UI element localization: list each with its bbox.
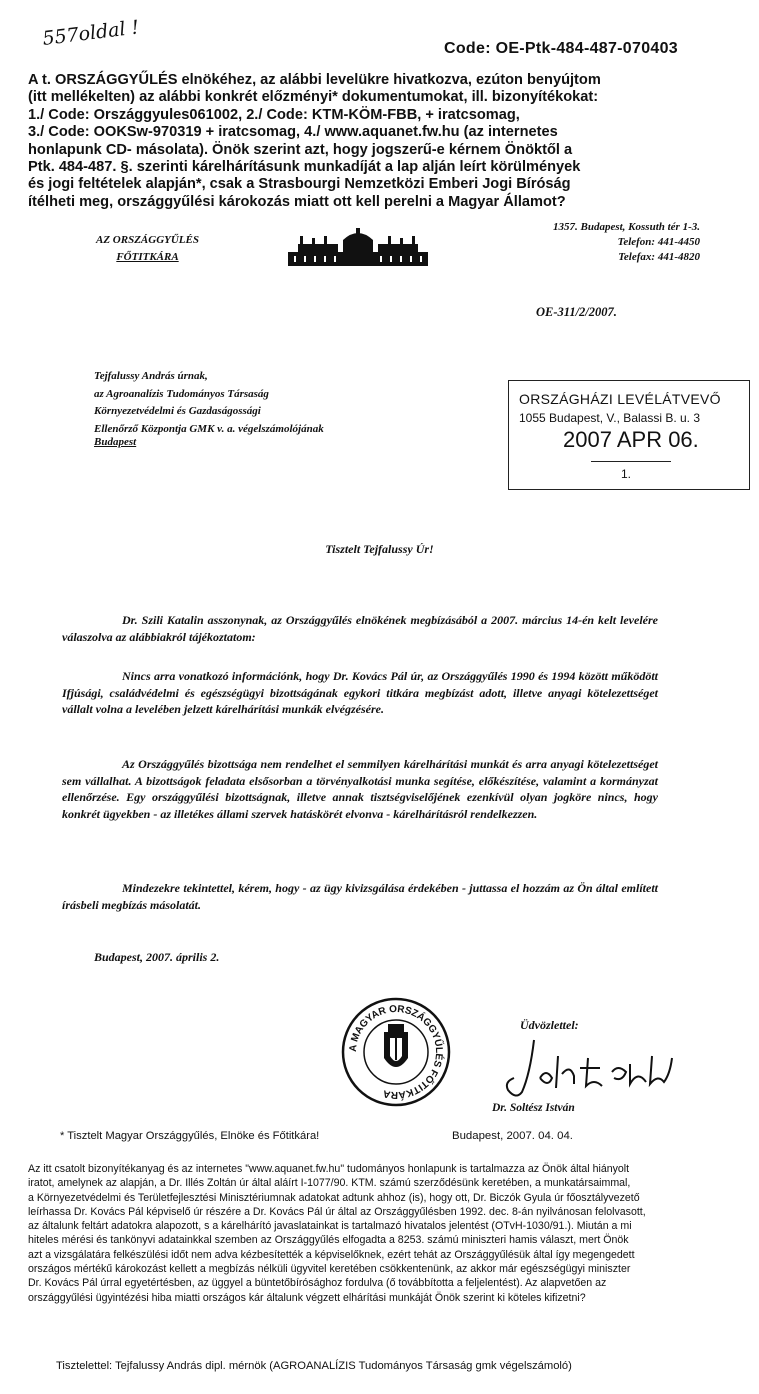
org-title: FŐTITKÁRA bbox=[116, 251, 179, 263]
org-name: AZ ORSZÁGGYŰLÉS bbox=[96, 234, 199, 246]
phone-line: Telefon: 441-4450 bbox=[617, 236, 700, 248]
intro-line: Ptk. 484-487. §. szerinti kárelhárításunk munkadíját a lap alján leírt körülmények bbox=[28, 159, 581, 176]
letter-paragraph: Nincs arra vonatkozó információnk, hogy Dr. Kovács Pál úr, az Országgyűlés 1990 és 1994 között működött Ifjúsági, családvédelmi és egészségügyi bizottságának egykori titkára megbízást adott, illetve anyagi kötelezettséget vállalt volna a levelében jelzett kárelhárítási munkák elvégzésére. bbox=[62, 669, 658, 717]
letterhead-org bbox=[96, 232, 199, 266]
salutation: Tisztelt Tejfalussy Úr! bbox=[325, 542, 434, 556]
intro-block bbox=[28, 72, 718, 211]
intro-line: ítélheti meg, országgyűlési károkozás miatt ott kell perelni a Magyar Államot? bbox=[28, 193, 566, 210]
stamp-number: 1. bbox=[621, 467, 632, 481]
parliament-building-icon bbox=[288, 228, 428, 268]
stamp-divider bbox=[591, 461, 671, 462]
recipient-line: Tejfalussy András úrnak, bbox=[94, 370, 208, 382]
stamp-title: ORSZÁGHÁZI LEVÉLÁTVEVŐ bbox=[519, 391, 721, 407]
intro-line: honlapunk CD- másolata). Önök szerint azt, hogy jogszerű-e kérnem Önöktől a bbox=[28, 141, 573, 158]
recipient-line: Környezetvédelmi és Gazdaságossági bbox=[94, 405, 261, 417]
intro-line: 1./ Code: Országgyules061002, 2./ Code: KTM-KÖM-FBB, + iratcsomag, bbox=[28, 106, 520, 123]
body-line: a Környezetvédelmi és Területfejlesztési Minisztériumnak adatokat adtunk ahhoz (is), hogy ott, Dr. Biczók Gyula úr főosztályvezető bbox=[28, 1191, 640, 1204]
header-code: Code: OE-Ptk-484-487-070403 bbox=[444, 40, 678, 57]
body-line: Dr. Kovács Pál úrral egyetértésben, az üggyel a büntetőbírósághoz fordulva (ő továbbította a feljelentést). Az alapvetően az bbox=[28, 1277, 607, 1290]
closing-line: Tisztelettel: Tejfalussy András dipl. mérnök (AGROANALÍZIS Tudományos Társaság gmk végelszámoló) bbox=[56, 1360, 572, 1372]
footnote-label: * Tisztelt Magyar Országgyűlés, Elnöke és Főtitkára! bbox=[60, 1130, 320, 1142]
letter-date: Budapest, 2007. április 2. bbox=[94, 950, 220, 964]
letter-paragraph: Az Országgyűlés bizottsága nem rendelhet el semmilyen kárelhárítási munkát és arra anyagi kötelezettséget sem vállalhat. A bizottságok feladata elsősorban a törvényalkotási munka segítése, előkészítése, valamint a kormányzat ellenőrzése. Egy országgyűlési bizottságnak, illetve annak tisztségviselőjének ezenkívül olyan jogköre nincs, hogy konkrét ügyekben - az illetékes állami szervek hatáskörét elvonva - kárelhárításról rendelkezzen. bbox=[62, 757, 658, 821]
body-line: iratot, amelynek az alapján, a Dr. Illés Zoltán úr által aláírt I-1077/90. KTM. számú szerződésünk keretében, a munkatársaimmal, bbox=[28, 1177, 631, 1190]
letter-paragraph: Mindezekre tekintettel, kérem, hogy - az ügy kivizsgálása érdekében - juttassa el hozzám az Ön által említett írásbeli megbízás másolatát. bbox=[62, 881, 658, 912]
footnote-date: Budapest, 2007. 04. 04. bbox=[452, 1130, 573, 1142]
reference-number: OE-311/2/2007. bbox=[536, 305, 617, 319]
signature-icon bbox=[500, 1034, 690, 1104]
body-line: hiteles mérési és tankönyvi adatainkkal szemben az Országgyűlés elfogadta a 8253. számú miniszteri hamis választ, mert Önök bbox=[28, 1234, 629, 1247]
closing-greeting: Üdvözlettel: bbox=[520, 1018, 579, 1032]
body-line: országos mértékű károkozást kellett a megbízás nélküli ügyvitel keretében csökkentenünk, az akkor már egészségügyi miniszter bbox=[28, 1263, 631, 1276]
footnote-body bbox=[28, 1162, 728, 1305]
intro-line: 3./ Code: OOKSw-970319 + iratcsomag, 4./ www.aquanet.fw.hu (az internetes bbox=[28, 124, 558, 141]
fax-line: Telefax: 441-4820 bbox=[618, 251, 700, 263]
received-stamp bbox=[508, 380, 750, 490]
handwritten-note: 557oldal ! bbox=[41, 16, 141, 50]
letterhead-address bbox=[476, 220, 700, 265]
recipient-line: Ellenőrző Központja GMK v. a. végelszámolójának bbox=[94, 422, 324, 435]
signer-name: Dr. Soltész István bbox=[492, 1102, 575, 1114]
recipient-line: az Agroanalízis Tudományos Társaság bbox=[94, 387, 269, 400]
recipient-city: Budapest bbox=[94, 436, 137, 448]
body-line: azt a vizsgálatára felkészülési időt nem adva kézbesítették a képviselőknek, ezért tehát az Országgyűlésük által így megengedett bbox=[28, 1248, 635, 1261]
intro-line: A t. ORSZÁGGYŰLÉS elnökéhez, az alábbi levelükre hivatkozva, ezúton benyújtom bbox=[28, 72, 601, 88]
intro-line: és jogi feltételek alapján*, csak a Strasbourgi Nemzetközi Emberi Jogi Bíróság bbox=[28, 176, 571, 193]
address-line: 1357. Budapest, Kossuth tér 1-3. bbox=[553, 221, 700, 233]
body-line: Az itt csatolt bizonyítékanyag és az internetes "www.aquanet.fw.hu" tudományos honlapunk is tartalmazza az Önök által hiányolt bbox=[28, 1163, 630, 1175]
official-seal-icon bbox=[340, 996, 452, 1108]
seal-text: A MAGYAR ORSZÁGGYŰLÉS FŐTITKÁRA bbox=[347, 1003, 445, 1101]
body-line: országgyűlési ügyintézési hiba miatti országos kár általunk végzett elhárítási munkáját Önök szerint ki köteles kifizetni? bbox=[28, 1291, 586, 1304]
intro-line: (itt mellékelten) az alábbi konkrét előzményi* dokumentumokat, ill. bizonyítékokat: bbox=[28, 89, 599, 106]
body-line: az általunk feltárt adatokra alapozott, s a kárelhárító javaslatainkat is tartalmazó hivatalos jelentést (OTvH-1030/91.). Miután a mi bbox=[28, 1220, 632, 1233]
stamp-address: 1055 Budapest, V., Balassi B. u. 3 bbox=[519, 411, 701, 425]
recipient-block bbox=[94, 368, 324, 438]
body-line: leírhassa Dr. Kovács Pál képviselő úr részére a Dr. Kovács Pál úr által az Országgyűlésben 1992. dec. 8-án nyilvánosan felolvasott, bbox=[28, 1205, 646, 1218]
letter-paragraph: Dr. Szili Katalin asszonynak, az Országgyűlés elnökének megbízásából a 2007. március 14-én kelt levelére válaszolva az alábbiakról tájékoztatom: bbox=[62, 613, 658, 644]
stamp-date: 2007 APR 06. bbox=[563, 427, 699, 452]
